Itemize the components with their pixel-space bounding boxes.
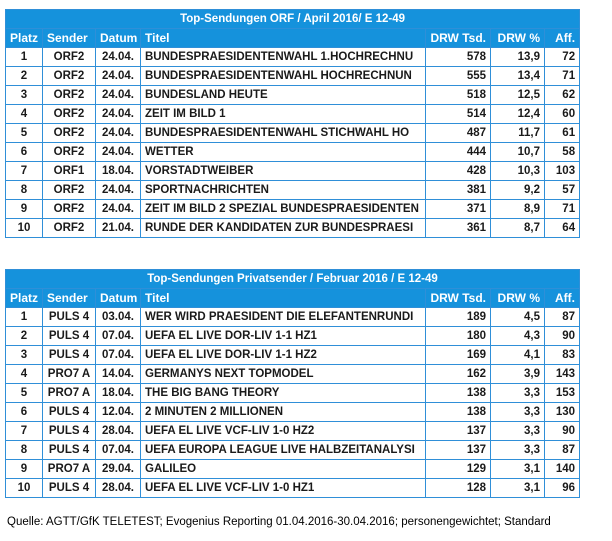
- cell-platz: 6: [6, 403, 43, 422]
- header-datum: Datum: [96, 29, 141, 48]
- cell-titel: UEFA EL LIVE VCF-LIV 1-0 HZ1: [141, 479, 426, 498]
- cell-aff: 140: [545, 460, 580, 479]
- table-title-row: [6, 10, 580, 29]
- cell-sender: ORF2: [43, 124, 96, 143]
- table-row: [6, 479, 580, 498]
- cell-platz: 3: [6, 346, 43, 365]
- header-sender: Sender: [43, 289, 96, 308]
- cell-datum: 07.04.: [96, 327, 141, 346]
- cell-drw-pct: 3,1: [491, 460, 545, 479]
- cell-aff: 87: [545, 308, 580, 327]
- cell-sender: PULS 4: [43, 479, 96, 498]
- cell-drw-tsd: 578: [426, 48, 491, 67]
- cell-datum: 29.04.: [96, 460, 141, 479]
- cell-sender: ORF2: [43, 143, 96, 162]
- cell-drw-pct: 10,3: [491, 162, 545, 181]
- cell-sender: ORF2: [43, 181, 96, 200]
- cell-datum: 24.04.: [96, 143, 141, 162]
- orf-top-table: [5, 9, 580, 238]
- cell-platz: 3: [6, 86, 43, 105]
- cell-platz: 8: [6, 181, 43, 200]
- cell-drw-pct: 8,7: [491, 219, 545, 238]
- cell-sender: PULS 4: [43, 441, 96, 460]
- cell-titel: UEFA EL LIVE VCF-LIV 1-0 HZ2: [141, 422, 426, 441]
- header-datum: Datum: [96, 289, 141, 308]
- cell-aff: 96: [545, 479, 580, 498]
- cell-titel: ZEIT IM BILD 1: [141, 105, 426, 124]
- table-title: Top-Sendungen Privatsender / Februar 2016 / E 12-49: [6, 270, 580, 289]
- cell-drw-pct: 11,7: [491, 124, 545, 143]
- cell-datum: 21.04.: [96, 219, 141, 238]
- private-table-body: [6, 270, 580, 498]
- cell-drw-pct: 12,4: [491, 105, 545, 124]
- cell-drw-tsd: 189: [426, 308, 491, 327]
- table-row: [6, 219, 580, 238]
- header-drw-tsd: DRW Tsd.: [426, 289, 491, 308]
- cell-aff: 58: [545, 143, 580, 162]
- cell-drw-pct: 10,7: [491, 143, 545, 162]
- cell-drw-tsd: 169: [426, 346, 491, 365]
- cell-sender: PULS 4: [43, 422, 96, 441]
- cell-titel: RUNDE DER KANDIDATEN ZUR BUNDESPRAESI: [141, 219, 426, 238]
- cell-platz: 8: [6, 441, 43, 460]
- cell-drw-tsd: 138: [426, 403, 491, 422]
- cell-datum: 24.04.: [96, 86, 141, 105]
- table-row: [6, 143, 580, 162]
- source-note: Quelle: AGTT/GfK TELETEST; Evogenius Reporting 01.04.2016-30.04.2016; personengewichtet; Standard: [7, 516, 551, 528]
- table-row: [6, 181, 580, 200]
- table-row: [6, 422, 580, 441]
- cell-aff: 130: [545, 403, 580, 422]
- cell-drw-tsd: 180: [426, 327, 491, 346]
- cell-drw-tsd: 371: [426, 200, 491, 219]
- cell-platz: 5: [6, 384, 43, 403]
- cell-platz: 10: [6, 219, 43, 238]
- cell-platz: 2: [6, 67, 43, 86]
- cell-drw-tsd: 138: [426, 384, 491, 403]
- cell-aff: 72: [545, 48, 580, 67]
- cell-titel: UEFA EUROPA LEAGUE LIVE HALBZEITANALYSI: [141, 441, 426, 460]
- cell-drw-pct: 3,3: [491, 422, 545, 441]
- cell-datum: 12.04.: [96, 403, 141, 422]
- cell-platz: 4: [6, 105, 43, 124]
- cell-titel: UEFA EL LIVE DOR-LIV 1-1 HZ2: [141, 346, 426, 365]
- cell-platz: 7: [6, 162, 43, 181]
- cell-titel: BUNDESPRAESIDENTENWAHL STICHWAHL HO: [141, 124, 426, 143]
- table-row: [6, 327, 580, 346]
- cell-titel: VORSTADTWEIBER: [141, 162, 426, 181]
- cell-drw-pct: 3,3: [491, 441, 545, 460]
- cell-aff: 62: [545, 86, 580, 105]
- cell-datum: 24.04.: [96, 181, 141, 200]
- table-title-row: [6, 270, 580, 289]
- cell-drw-pct: 3,9: [491, 365, 545, 384]
- cell-sender: ORF2: [43, 48, 96, 67]
- cell-datum: 24.04.: [96, 200, 141, 219]
- orf-table-body: [6, 10, 580, 238]
- cell-platz: 9: [6, 200, 43, 219]
- header-platz: Platz: [6, 289, 43, 308]
- cell-titel: UEFA EL LIVE DOR-LIV 1-1 HZ1: [141, 327, 426, 346]
- table-row: [6, 162, 580, 181]
- header-drw-tsd: DRW Tsd.: [426, 29, 491, 48]
- cell-drw-tsd: 487: [426, 124, 491, 143]
- table-row: [6, 384, 580, 403]
- table-row: [6, 308, 580, 327]
- cell-titel: BUNDESPRAESIDENTENWAHL HOCHRECHNUN: [141, 67, 426, 86]
- cell-platz: 7: [6, 422, 43, 441]
- cell-aff: 143: [545, 365, 580, 384]
- cell-datum: 24.04.: [96, 67, 141, 86]
- cell-titel: SPORTNACHRICHTEN: [141, 181, 426, 200]
- cell-sender: ORF2: [43, 200, 96, 219]
- cell-drw-pct: 3,3: [491, 384, 545, 403]
- table-row: [6, 48, 580, 67]
- cell-datum: 07.04.: [96, 441, 141, 460]
- cell-platz: 9: [6, 460, 43, 479]
- cell-platz: 6: [6, 143, 43, 162]
- table-header-row: [6, 29, 580, 48]
- header-sender: Sender: [43, 29, 96, 48]
- cell-titel: WER WIRD PRAESIDENT DIE ELEFANTENRUNDI: [141, 308, 426, 327]
- cell-sender: PULS 4: [43, 308, 96, 327]
- cell-datum: 03.04.: [96, 308, 141, 327]
- cell-datum: 28.04.: [96, 479, 141, 498]
- cell-drw-pct: 3,3: [491, 403, 545, 422]
- cell-sender: ORF1: [43, 162, 96, 181]
- cell-sender: ORF2: [43, 219, 96, 238]
- cell-sender: ORF2: [43, 67, 96, 86]
- cell-titel: BUNDESLAND HEUTE: [141, 86, 426, 105]
- cell-drw-pct: 13,4: [491, 67, 545, 86]
- cell-drw-tsd: 137: [426, 441, 491, 460]
- header-titel: Titel: [141, 289, 426, 308]
- cell-drw-tsd: 381: [426, 181, 491, 200]
- cell-aff: 71: [545, 67, 580, 86]
- cell-titel: WETTER: [141, 143, 426, 162]
- cell-aff: 103: [545, 162, 580, 181]
- table-row: [6, 346, 580, 365]
- cell-datum: 24.04.: [96, 105, 141, 124]
- cell-aff: 90: [545, 422, 580, 441]
- cell-sender: PRO7 A: [43, 365, 96, 384]
- table-row: [6, 86, 580, 105]
- cell-sender: PULS 4: [43, 403, 96, 422]
- cell-drw-pct: 4,1: [491, 346, 545, 365]
- cell-drw-pct: 3,1: [491, 479, 545, 498]
- cell-sender: PULS 4: [43, 327, 96, 346]
- header-titel: Titel: [141, 29, 426, 48]
- cell-sender: ORF2: [43, 86, 96, 105]
- cell-aff: 153: [545, 384, 580, 403]
- cell-titel: THE BIG BANG THEORY: [141, 384, 426, 403]
- cell-aff: 61: [545, 124, 580, 143]
- cell-sender: PULS 4: [43, 346, 96, 365]
- cell-datum: 24.04.: [96, 124, 141, 143]
- header-aff: Aff.: [545, 289, 580, 308]
- table-header-row: [6, 289, 580, 308]
- cell-aff: 90: [545, 327, 580, 346]
- cell-drw-tsd: 518: [426, 86, 491, 105]
- cell-aff: 83: [545, 346, 580, 365]
- cell-drw-tsd: 129: [426, 460, 491, 479]
- cell-platz: 5: [6, 124, 43, 143]
- cell-aff: 64: [545, 219, 580, 238]
- cell-platz: 2: [6, 327, 43, 346]
- cell-drw-tsd: 137: [426, 422, 491, 441]
- cell-drw-pct: 13,9: [491, 48, 545, 67]
- cell-aff: 87: [545, 441, 580, 460]
- cell-sender: ORF2: [43, 105, 96, 124]
- cell-datum: 28.04.: [96, 422, 141, 441]
- cell-titel: GERMANYS NEXT TOPMODEL: [141, 365, 426, 384]
- cell-datum: 24.04.: [96, 48, 141, 67]
- table-title: Top-Sendungen ORF / April 2016/ E 12-49: [6, 10, 580, 29]
- table-row: [6, 365, 580, 384]
- cell-platz: 1: [6, 48, 43, 67]
- cell-drw-tsd: 444: [426, 143, 491, 162]
- cell-aff: 71: [545, 200, 580, 219]
- cell-drw-tsd: 128: [426, 479, 491, 498]
- cell-titel: 2 MINUTEN 2 MILLIONEN: [141, 403, 426, 422]
- cell-drw-tsd: 428: [426, 162, 491, 181]
- cell-drw-pct: 9,2: [491, 181, 545, 200]
- private-top-table: [5, 269, 580, 498]
- table-row: [6, 124, 580, 143]
- cell-drw-pct: 4,3: [491, 327, 545, 346]
- cell-drw-pct: 12,5: [491, 86, 545, 105]
- cell-platz: 10: [6, 479, 43, 498]
- cell-titel: BUNDESPRAESIDENTENWAHL 1.HOCHRECHNU: [141, 48, 426, 67]
- cell-drw-tsd: 361: [426, 219, 491, 238]
- cell-aff: 60: [545, 105, 580, 124]
- table-row: [6, 403, 580, 422]
- cell-drw-pct: 4,5: [491, 308, 545, 327]
- cell-platz: 1: [6, 308, 43, 327]
- cell-drw-pct: 8,9: [491, 200, 545, 219]
- header-platz: Platz: [6, 29, 43, 48]
- table-row: [6, 200, 580, 219]
- cell-datum: 18.04.: [96, 384, 141, 403]
- table-row: [6, 105, 580, 124]
- table-row: [6, 460, 580, 479]
- header-aff: Aff.: [545, 29, 580, 48]
- cell-sender: PRO7 A: [43, 384, 96, 403]
- header-drw-pct: DRW %: [491, 289, 545, 308]
- cell-datum: 18.04.: [96, 162, 141, 181]
- table-row: [6, 441, 580, 460]
- cell-drw-tsd: 162: [426, 365, 491, 384]
- header-drw-pct: DRW %: [491, 29, 545, 48]
- cell-datum: 07.04.: [96, 346, 141, 365]
- cell-titel: GALILEO: [141, 460, 426, 479]
- cell-drw-tsd: 514: [426, 105, 491, 124]
- cell-drw-tsd: 555: [426, 67, 491, 86]
- table-row: [6, 67, 580, 86]
- cell-sender: PRO7 A: [43, 460, 96, 479]
- cell-platz: 4: [6, 365, 43, 384]
- cell-datum: 14.04.: [96, 365, 141, 384]
- cell-aff: 57: [545, 181, 580, 200]
- cell-titel: ZEIT IM BILD 2 SPEZIAL BUNDESPRAESIDENTEN: [141, 200, 426, 219]
